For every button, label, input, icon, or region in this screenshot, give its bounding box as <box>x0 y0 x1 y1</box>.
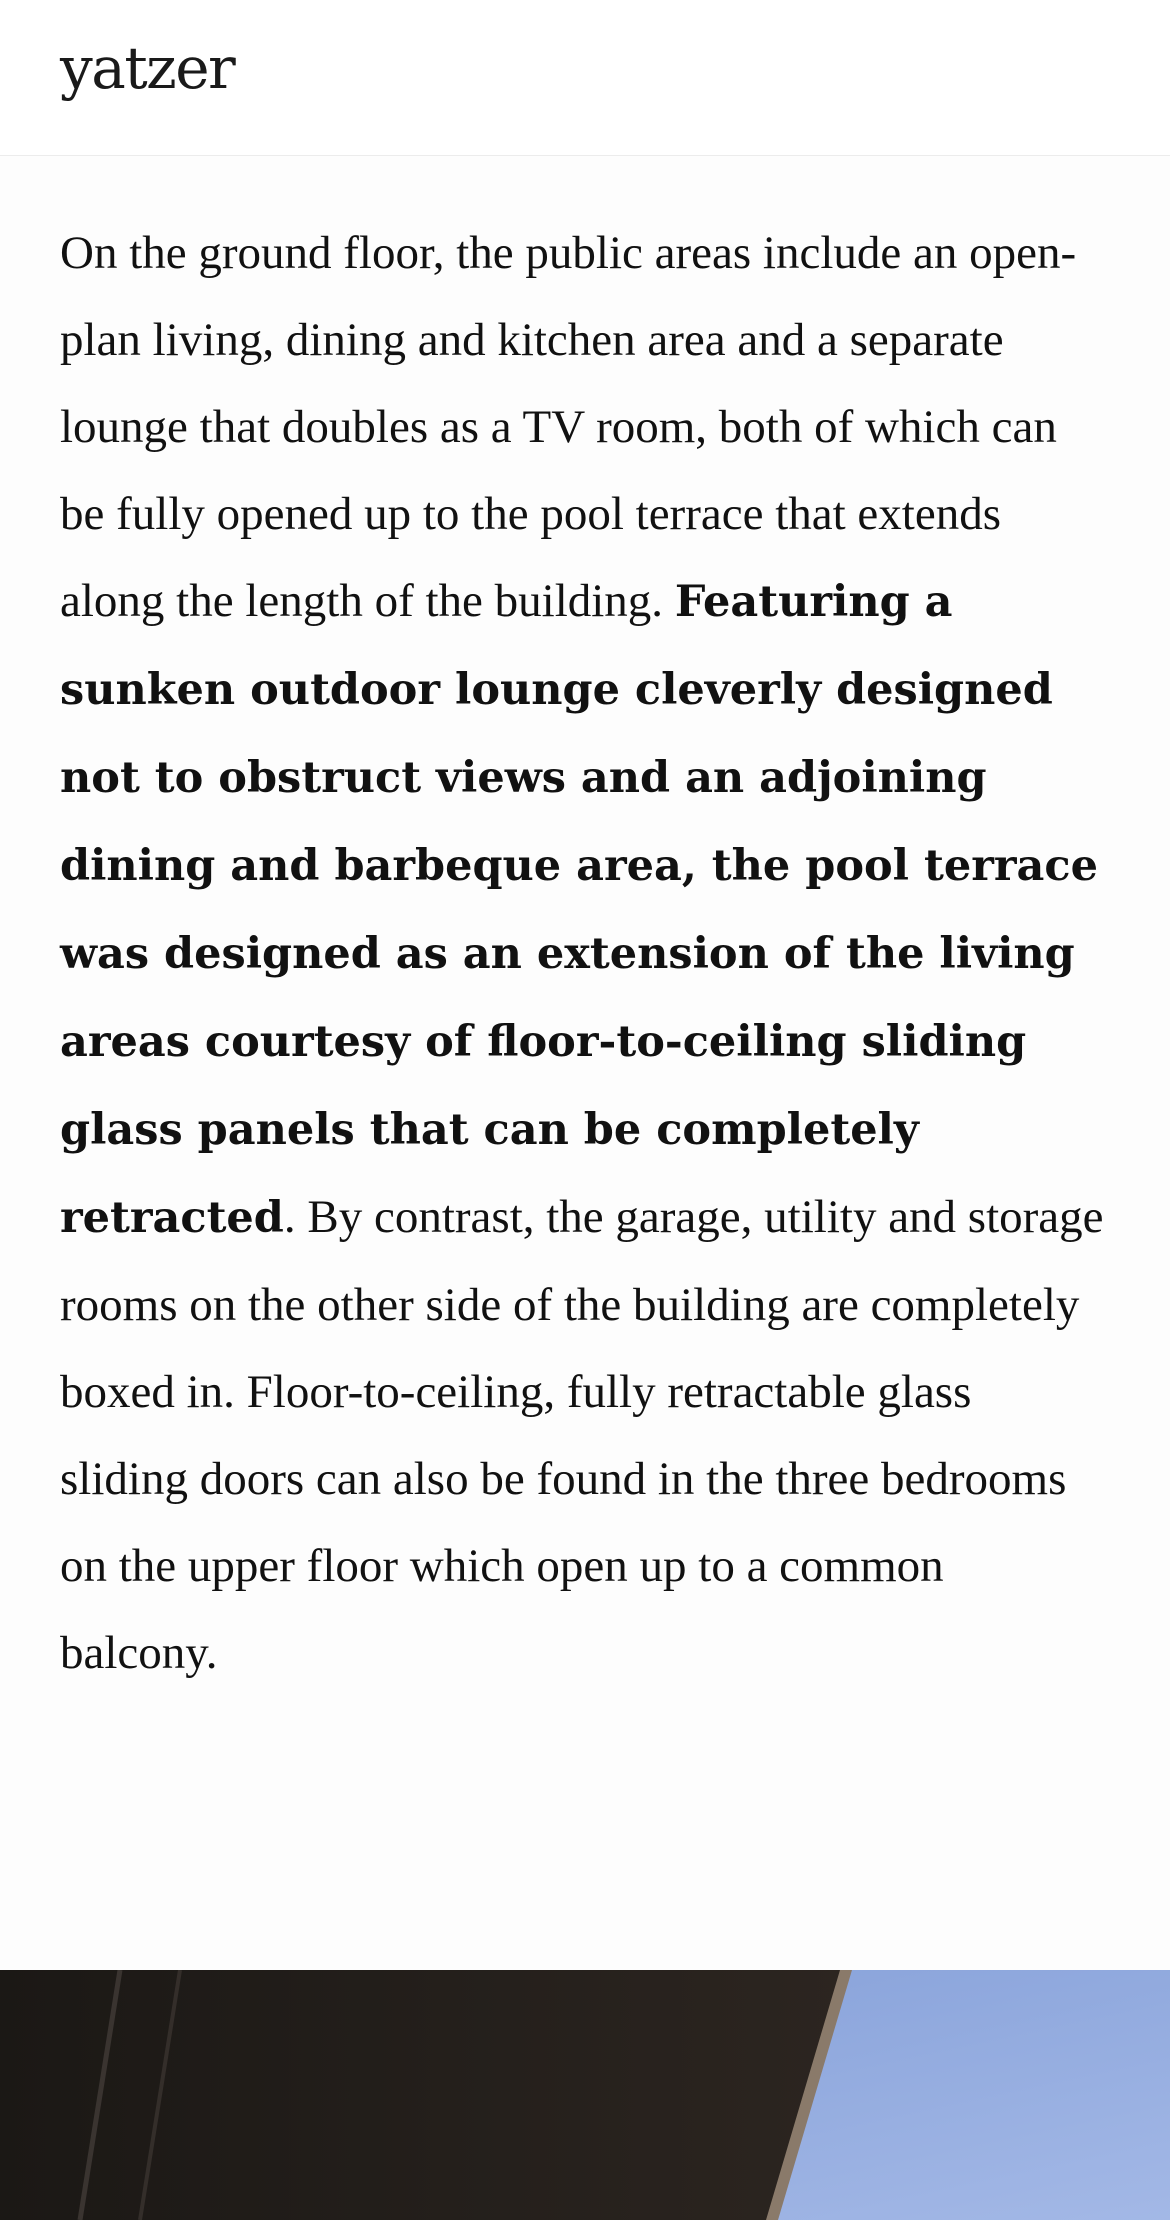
article-photo <box>0 1970 1170 2220</box>
paragraph-intro-text: On the ground floor, the public areas include an open-plan living, dining and kitchen area and a separate lounge that doubles as a TV room, both of which can be fully opened up to the pool terrace that extends along the length of the building. <box>60 227 1077 627</box>
building-shadow <box>0 1970 850 2220</box>
paragraph-bold-text: Featuring a sunken outdoor lounge cleverly designed not to obstruct views and an adjoining dining and barbeque area, the pool terrace was designed as an extension of the living areas courtesy of floor-to-ceiling sliding glass panels that can be completely retracted <box>60 577 1098 1243</box>
photo-image <box>0 1970 1170 2220</box>
article-paragraph <box>60 210 1110 1697</box>
site-logo[interactable]: yatzer <box>60 34 235 102</box>
article-body <box>60 210 1110 1697</box>
paragraph-outro-text: . By contrast, the garage, utility and storage rooms on the other side of the building are completely boxed in. Floor-to-ceiling, fully retractable glass sliding doors can also be found in the three bedrooms on the upper floor which open up to a common balcony. <box>60 1191 1104 1679</box>
site-header <box>0 0 1170 156</box>
